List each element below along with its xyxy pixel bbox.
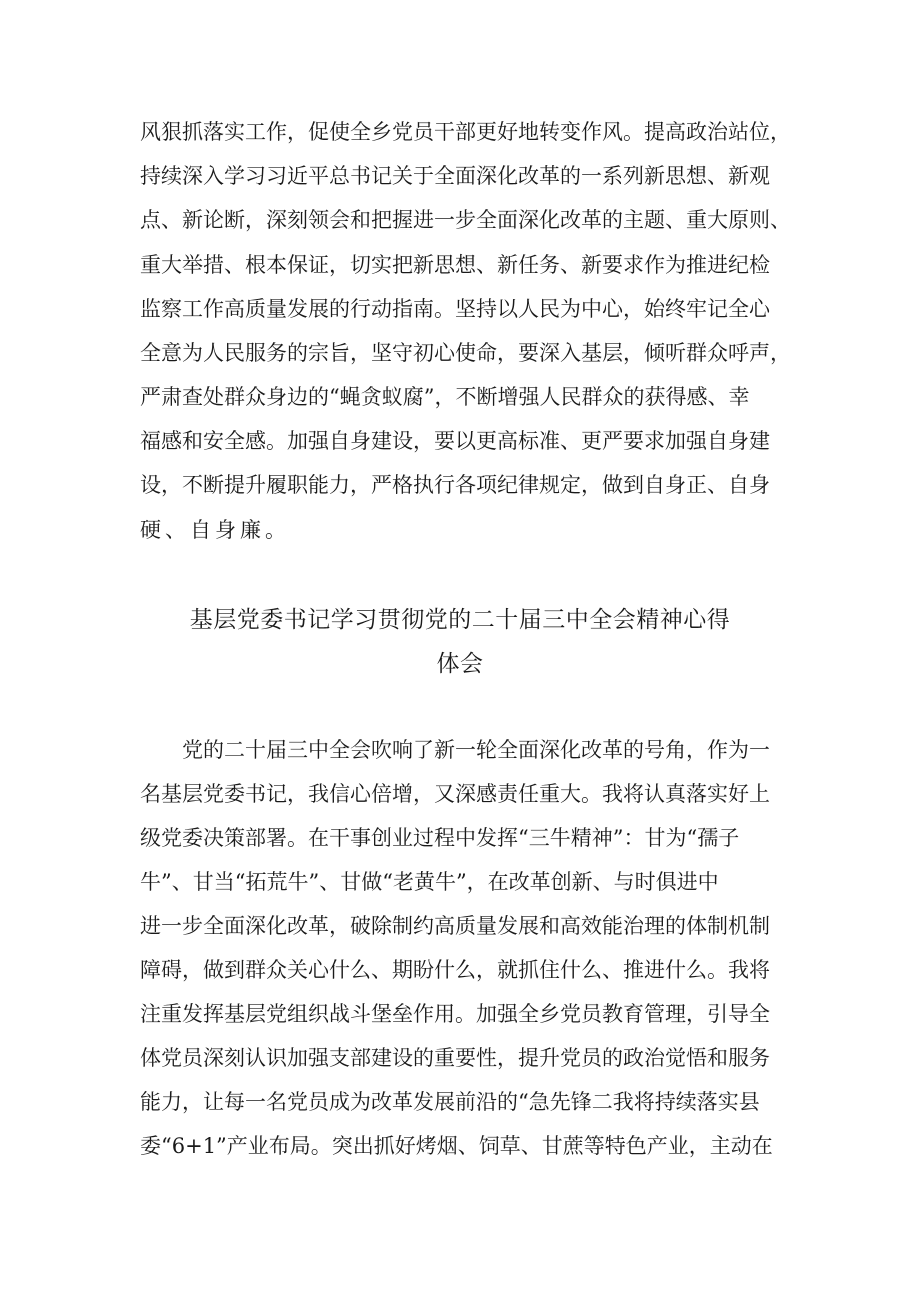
- paragraph-line: 党的二十届三中全会吹响了新一轮全面深化改革的号角，作为一: [182, 738, 770, 762]
- paragraph-line: 级党委决策部署。在干事创业过程中发挥“三牛精神”：甘为“孺子: [140, 826, 740, 850]
- paragraph-line: 进一步全面深化改革，破除制约高质量发展和高效能治理的体制机制: [140, 914, 770, 938]
- paragraph-line: 重大举措、根本保证，切实把新思想、新任务、新要求作为推进纪检: [140, 253, 770, 277]
- paragraph-line: 注重发挥基层党组织战斗堡垒作用。加强全乡党员教育管理，引导全: [140, 1002, 770, 1026]
- paragraph-line: 点、新论断，深刻领会和把握进一步全面深化改革的主题、重大原则、: [140, 208, 791, 232]
- paragraph-line: 体党员深刻认识加强支部建设的重要性，提升党员的政治觉悟和服务: [140, 1046, 770, 1070]
- paragraph-line: 监察工作高质量发展的行动指南。坚持以人民为中心，始终牢记全心: [140, 297, 770, 321]
- paragraph-line: 障碍，做到群众关心什么、期盼什么，就抓住什么、推进什么。我将: [140, 958, 770, 982]
- paragraph-line: 设，不断提升履职能力，严格执行各项纪律规定，做到自身正、自身: [140, 473, 770, 497]
- paragraph-line: 严肃查处群众身边的“蝇贪蚁腐”，不断增强人民群众的获得感、幸: [140, 385, 750, 409]
- paragraph-line: 福感和安全感。加强自身建设，要以更高标准、更严要求加强自身建: [140, 429, 770, 453]
- paragraph-line: 牛”、甘当“拓荒牛”、甘做“老黄牛”，在改革创新、与时俱进中: [140, 870, 719, 894]
- paragraph-line: 委“6+1”产业布局。突出抓好烤烟、饲草、甘蔗等特色产业，主动在: [140, 1134, 773, 1158]
- paragraph-line: 名基层党委书记，我信心倍增，又深感责任重大。我将认真落实好上: [140, 782, 770, 806]
- title-line-1: 基层党委书记学习贯彻党的二十届三中全会精神心得: [189, 607, 731, 633]
- paragraph-line: 持续深入学习习近平总书记关于全面深化改革的一系列新思想、新观: [140, 164, 770, 188]
- title-line-2: 体会: [436, 651, 484, 677]
- paragraph-line: 能力，让每一名党员成为改革发展前沿的“急先锋二我将持续落实县: [140, 1090, 760, 1114]
- paragraph-line: 风狠抓落实工作，促使全乡党员干部更好地转变作风。提高政治站位，: [140, 120, 791, 144]
- paragraph-line: 全意为人民服务的宗旨，坚守初心使命，要深入基层，倾听群众呼声，: [140, 341, 791, 365]
- paragraph-line: 硬、自身廉。: [140, 518, 290, 542]
